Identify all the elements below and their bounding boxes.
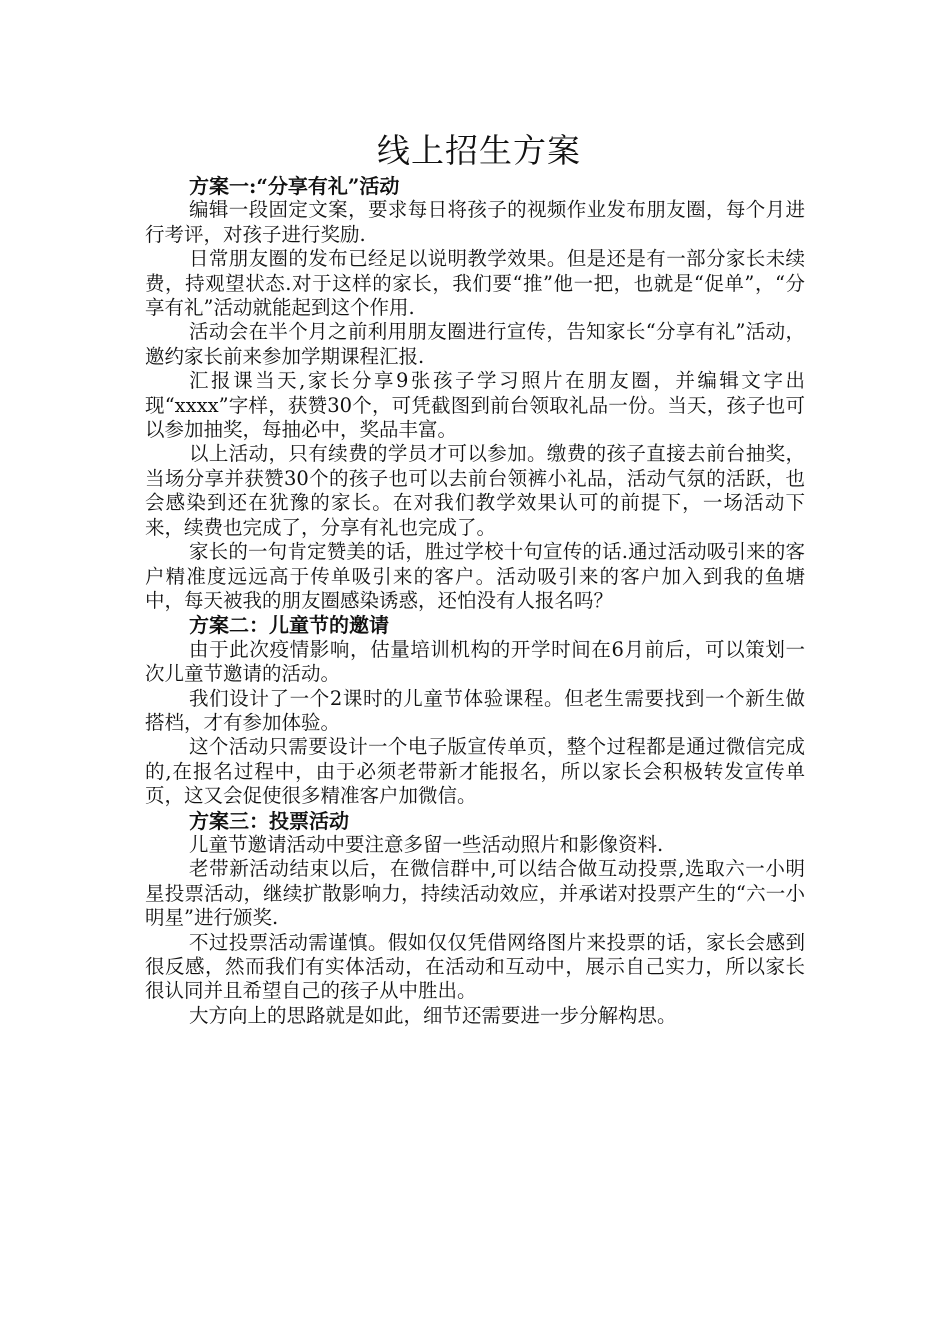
paragraph: 儿童节邀请活动中要注意多留一些活动照片和影像资料. <box>189 832 664 856</box>
document-page <box>145 128 805 1028</box>
paragraph: 家长的一句肯定赞美的话，胜过学校十句宣传的话.通过活动吸引来的客户精准度远远高于传单吸引来的客户。活动吸引来的客户加入到我的鱼塘中，每天被我的朋友圈感染诱惑，还怕没有人报名吗？ <box>145 540 805 612</box>
paragraph: 由于此次疫情影响，估量培训机构的开学时间在6月前后，可以策划一次儿童节邀请的活动。 <box>145 637 805 686</box>
section-heading: 方案一:“分享有礼”活动 <box>189 174 400 198</box>
section-1 <box>145 174 805 613</box>
paragraph: 不过投票活动需谨慎。假如仅仅凭借网络图片来投票的话，家长会感到很反感，然而我们有实体活动，在活动和互动中，展示自己实力，所以家长很认同并且希望自己的孩子从中胜出。 <box>145 930 805 1003</box>
paragraph: 大方向上的思路就是如此，细节还需要进一步分解构思。 <box>189 1003 677 1027</box>
paragraph: 老带新活动结束以后，在微信群中,可以结合做互动投票,选取六一小明星投票活动，继续扩散影响力，持续活动效应，并承诺对投票产生的“六一小明星”进行颁奖. <box>145 857 805 930</box>
section-heading: 方案三：投票活动 <box>189 808 349 833</box>
document-title: 线上招生方案 <box>377 131 581 170</box>
paragraph: 活动会在半个月之前利用朋友圈进行宣传，告知家长“分享有礼”活动，邀约家长前来参加学期课程汇报. <box>145 320 805 368</box>
paragraph: 日常朋友圈的发布已经足以说明教学效果。但是还是有一部分家长未续费，持观望状态.对于这样的家长，我们要“推”他一把，也就是“促单”，“分享有礼”活动就能起到这个作用. <box>145 247 805 320</box>
section-2 <box>145 613 805 808</box>
paragraph: 以上活动，只有续费的学员才可以参加。缴费的孩子直接去前台抽奖，当场分享并获赞30个的孩子也可以去前台领裤小礼品，活动气氛的活跃，也会感染到还在犹豫的家长。在对我们教学效果认可的前提下，一场活动下来，续费也完成了，分享有礼也完成了。 <box>145 442 805 539</box>
paragraph: 编辑一段固定文案，要求每日将孩子的视频作业发布朋友圈，每个月进行考评，对孩子进行奖励. <box>145 198 805 246</box>
section-heading: 方案二：儿童节的邀请 <box>189 613 389 638</box>
paragraph: 汇报课当天,家长分享9张孩子学习照片在朋友圈，并编辑文字出现“xxxx”字样，获赞30个，可凭截图到前台领取礼品一份。当天，孩子也可以参加抽奖，每抽必中，奖品丰富。 <box>145 369 805 442</box>
paragraph: 这个活动只需要设计一个电子版宣传单页，整个过程都是通过微信完成的,在报名过程中，由于必须老带新才能报名，所以家长会积极转发宣传单页，这又会促使很多精准客户加微信。 <box>145 735 805 808</box>
paragraph: 我们设计了一个2课时的儿童节体验课程。但老生需要找到一个新生做搭档，才有参加体验。 <box>145 686 805 734</box>
section-3 <box>145 809 805 1029</box>
